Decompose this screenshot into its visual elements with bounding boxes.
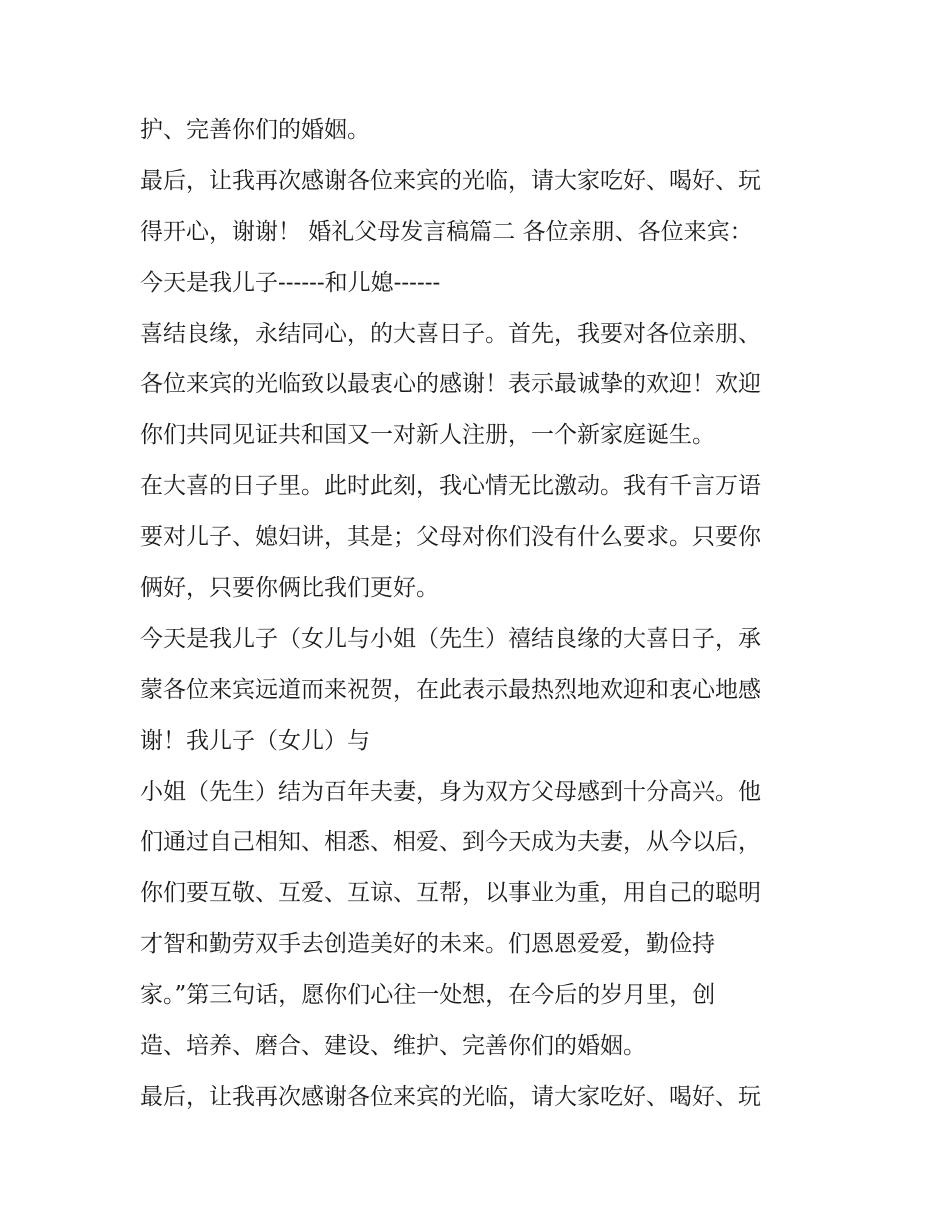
document-body (140, 109, 830, 1127)
text-line: 今天是我儿子（女儿与小姐（先生）禧结良缘的大喜日子，承 (140, 625, 761, 652)
text-line: 护、完善你们的婚姻。 (140, 117, 370, 143)
text-line: 得开心，谢谢！ 婚礼父母发言稿篇二 各位亲朋、各位来宾： (140, 218, 753, 245)
text-line: 俩好，只要你俩比我们更好。 (140, 575, 439, 602)
text-line: 要对儿子、媳妇讲，其是；父母对你们没有什么要求。只要你 (140, 524, 761, 551)
text-line: 你们共同见证共和国又一对新人注册，一个新家庭诞生。 (140, 422, 715, 449)
text-line: 在大喜的日子里。此时此刻，我心情无比激动。我有千言万语 (140, 473, 761, 500)
text-line: 蒙各位来宾远道而来祝贺，在此表示最热烈地欢迎和衷心地感 (140, 676, 761, 703)
text-line: 各位来宾的光临致以最衷心的感谢！表示最诚挚的欢迎！欢迎 (140, 371, 761, 398)
text-line: 你们要互敬、互爱、互谅、互帮，以事业为重，用自己的聪明 (140, 880, 761, 907)
text-line: 才智和勤劳双手去创造美好的未来。们恩恩爱爱，勤俭持 (140, 931, 715, 958)
text-line: 造、培养、磨合、建设、维护、完善你们的婚姻。 (140, 1033, 646, 1060)
text-line: 最后，让我再次感谢各位来宾的光临，请大家吃好、喝好、玩 (140, 1083, 761, 1110)
text-line: 家。”第三句话，愿你们心往一处想，在今后的岁月里，创 (140, 982, 716, 1009)
text-line: 们通过自己相知、相悉、相爱、到今天成为夫妻，从今以后， (140, 829, 761, 856)
text-line: 今天是我儿子------和儿媳------ (140, 269, 441, 296)
text-line: 喜结良缘，永结同心，的大喜日子。首先，我要对各位亲朋、 (140, 320, 761, 347)
text-line: 小姐（先生）结为百年夫妻，身为双方父母感到十分高兴。他 (140, 778, 761, 805)
text-line: 最后，让我再次感谢各位来宾的光临，请大家吃好、喝好、玩 (140, 167, 761, 194)
text-line: 谢！我儿子（女儿）与 (140, 727, 370, 754)
